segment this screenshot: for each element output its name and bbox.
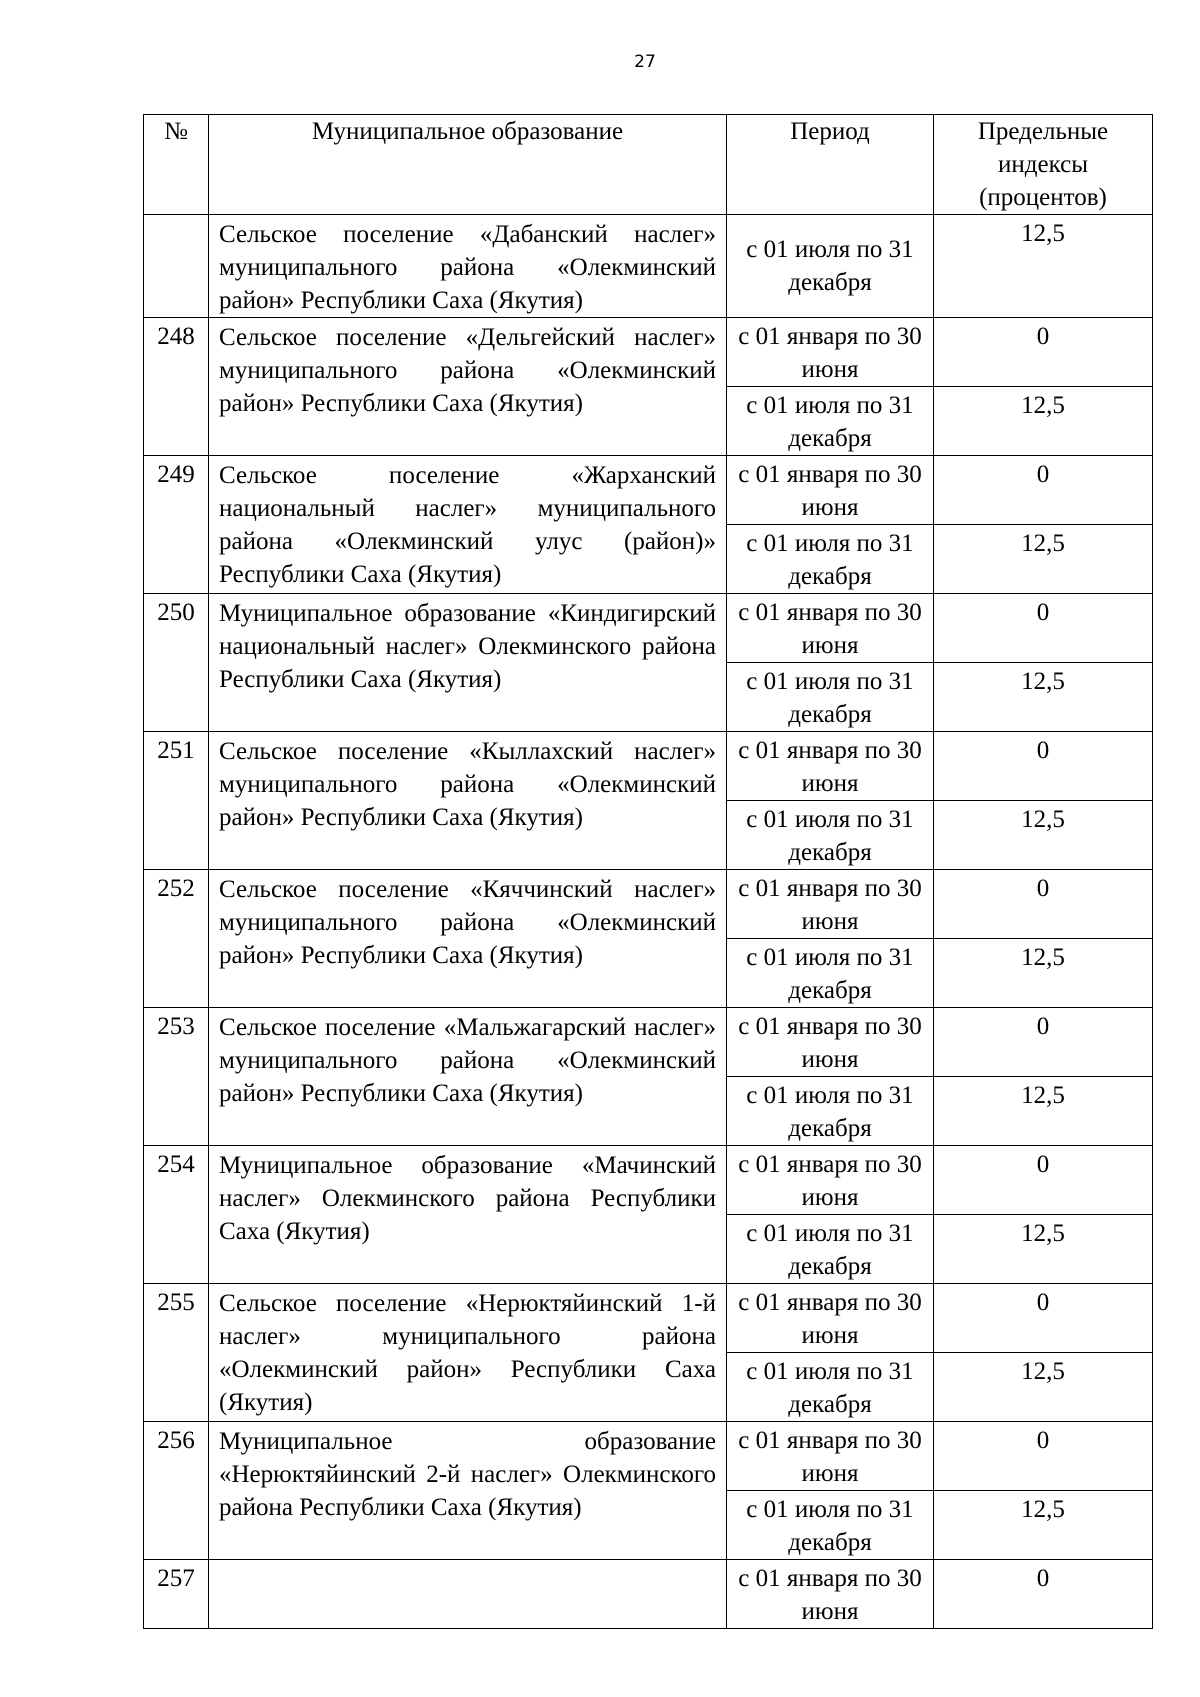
index-cell: 0 (934, 732, 1153, 801)
period-cell: с 01 января по 30 июня (727, 1146, 934, 1215)
row-number: 253 (144, 1008, 209, 1146)
row-number: 252 (144, 870, 209, 1008)
municipality-name: Сельское поселение «Кяччинский наслег» муниципального района «Олекминский район» Республики Саха (Якутия) (209, 870, 727, 1008)
row-number: 249 (144, 456, 209, 594)
table-row (144, 1284, 1153, 1353)
period-cell: с 01 июля по 31 декабря (727, 387, 934, 456)
header-no: № (144, 115, 209, 215)
index-cell: 12,5 (934, 939, 1153, 1008)
header-municipality: Муниципальное образование (209, 115, 727, 215)
index-cell: 0 (934, 1008, 1153, 1077)
index-cell: 12,5 (934, 387, 1153, 456)
period-cell: с 01 января по 30 июня (727, 318, 934, 387)
index-cell: 0 (934, 1284, 1153, 1353)
row-number: 256 (144, 1422, 209, 1560)
period-cell: с 01 января по 30 июня (727, 1560, 934, 1629)
index-cell: 12,5 (934, 1215, 1153, 1284)
table-row (144, 1008, 1153, 1077)
index-cell: 0 (934, 318, 1153, 387)
row-number: 251 (144, 732, 209, 870)
row-number: 257 (144, 1560, 209, 1629)
period-cell: с 01 июля по 31 декабря (727, 663, 934, 732)
municipality-name: Сельское поселение «Мальжагарский наслег» муниципального района «Олекминский район» Республики Саха (Якутия) (209, 1008, 727, 1146)
row-number (144, 215, 209, 318)
period-cell: с 01 января по 30 июня (727, 870, 934, 939)
limit-indices-table (143, 114, 1153, 1629)
index-cell: 0 (934, 594, 1153, 663)
index-cell: 12,5 (934, 215, 1153, 318)
municipality-name: Сельское поселение «Дабанский наслег» муниципального района «Олекминский район» Республики Саха (Якутия) (209, 215, 727, 318)
index-cell: 12,5 (934, 1077, 1153, 1146)
period-cell: с 01 июля по 31 декабря (727, 1353, 934, 1422)
table-row (144, 594, 1153, 663)
index-cell: 0 (934, 1560, 1153, 1629)
period-cell: с 01 января по 30 июня (727, 732, 934, 801)
index-cell: 12,5 (934, 525, 1153, 594)
table-row (144, 1422, 1153, 1491)
row-number: 250 (144, 594, 209, 732)
header-period: Период (727, 115, 934, 215)
table-row (144, 732, 1153, 801)
table-row (144, 1146, 1153, 1215)
period-cell: с 01 июля по 31 декабря (727, 1077, 934, 1146)
header-index: Предельные индексы (процентов) (934, 115, 1153, 215)
period-cell: с 01 января по 30 июня (727, 456, 934, 525)
index-cell: 12,5 (934, 663, 1153, 732)
table-row (144, 870, 1153, 939)
index-cell: 0 (934, 870, 1153, 939)
table-row (144, 1560, 1153, 1629)
index-cell: 12,5 (934, 1353, 1153, 1422)
index-cell: 0 (934, 1422, 1153, 1491)
index-cell: 0 (934, 1146, 1153, 1215)
table-row (144, 318, 1153, 387)
municipality-name: Муниципальное образование «Нерюктяйинский 2-й наслег» Олекминского района Республики Саха (Якутия) (209, 1422, 727, 1560)
period-cell: с 01 июля по 31 декабря (727, 525, 934, 594)
municipality-name: Сельское поселение «Кыллахский наслег» муниципального района «Олекминский район» Республики Саха (Якутия) (209, 732, 727, 870)
municipality-name: Муниципальное образование «Киндигирский национальный наслег» Олекминского района Республики Саха (Якутия) (209, 594, 727, 732)
table-body (144, 215, 1153, 1629)
period-cell: с 01 января по 30 июня (727, 1008, 934, 1077)
municipality-name: Муниципальное образование «Мачинский наслег» Олекминского района Республики Саха (Якутия) (209, 1146, 727, 1284)
period-cell: с 01 июля по 31 декабря (727, 939, 934, 1008)
period-cell: с 01 января по 30 июня (727, 594, 934, 663)
period-cell: с 01 января по 30 июня (727, 1422, 934, 1491)
period-cell: с 01 июля по 31 декабря (727, 1215, 934, 1284)
table-header-row (144, 115, 1153, 215)
row-number: 248 (144, 318, 209, 456)
row-number: 255 (144, 1284, 209, 1422)
table-row (144, 215, 1153, 318)
page-number: 27 (634, 52, 656, 72)
period-cell: с 01 июля по 31 декабря (727, 801, 934, 870)
municipality-name: Сельское поселение «Нерюктяйинский 1-й наслег» муниципального района «Олекминский район» Республики Саха (Якутия) (209, 1284, 727, 1422)
index-cell: 12,5 (934, 801, 1153, 870)
period-cell: с 01 июля по 31 декабря (727, 1491, 934, 1560)
row-number: 254 (144, 1146, 209, 1284)
municipality-name (209, 1560, 727, 1629)
table-row (144, 456, 1153, 525)
index-cell: 12,5 (934, 1491, 1153, 1560)
period-cell: с 01 июля по 31 декабря (727, 215, 934, 318)
index-cell: 0 (934, 456, 1153, 525)
municipality-name: Сельское поселение «Дельгейский наслег» муниципального района «Олекминский район» Республики Саха (Якутия) (209, 318, 727, 456)
municipality-name: Сельское поселение «Жарханский национальный наслег» муниципального района «Олекминский улус (район)» Республики Саха (Якутия) (209, 456, 727, 594)
period-cell: с 01 января по 30 июня (727, 1284, 934, 1353)
